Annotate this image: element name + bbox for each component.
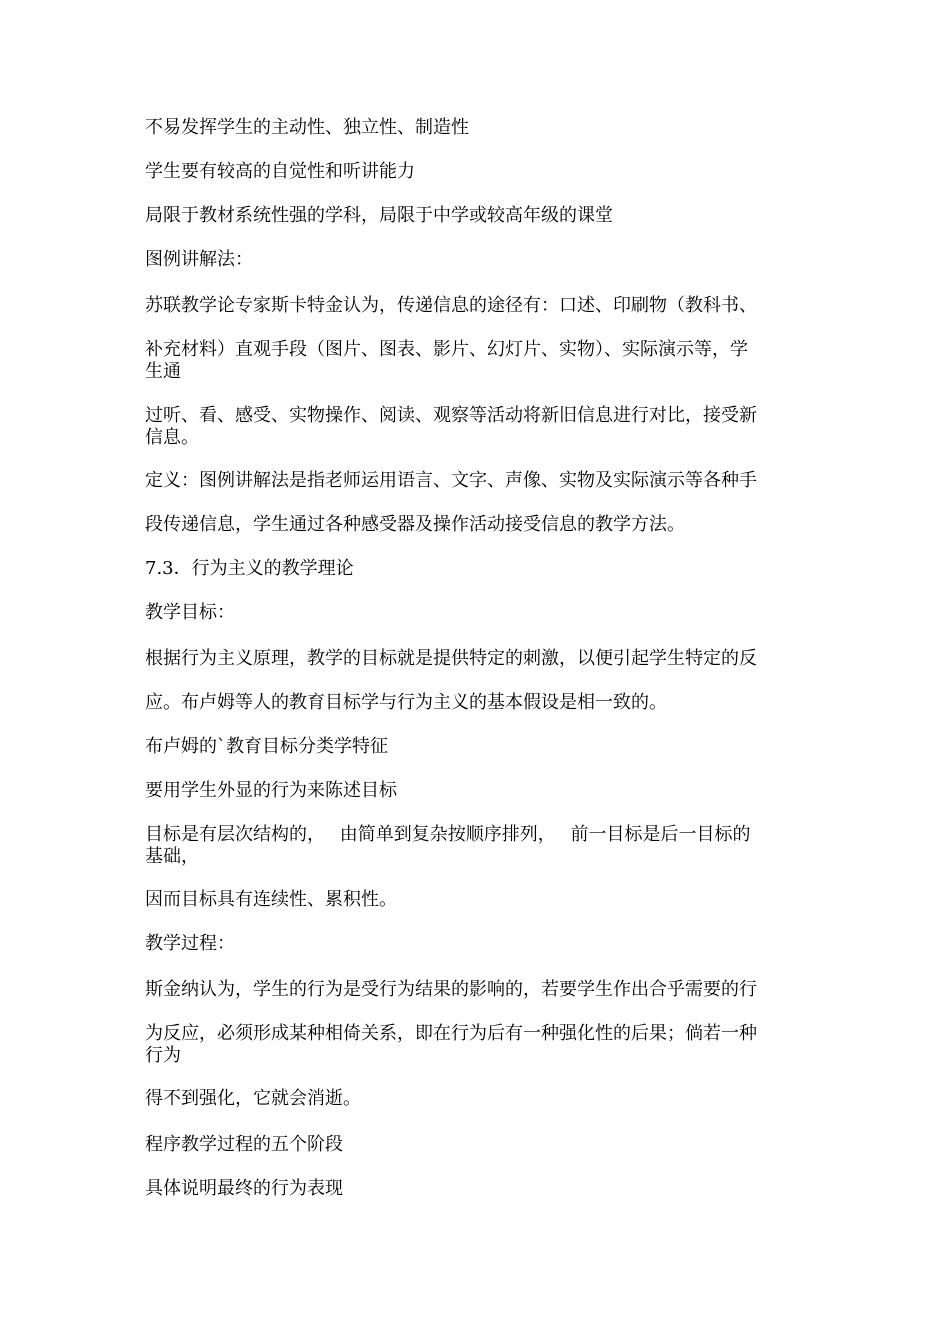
text-line: 斯金纳认为，学生的行为是受行为结果的影响的，若要学生作出合乎需要的行 — [145, 979, 757, 1000]
text-line: 要用学生外显的行为来陈述目标 — [145, 780, 397, 801]
text-line: 目标是有层次结构的， 由简单到复杂按顺序排列， 前一目标是后一目标的 基础， — [145, 824, 751, 867]
text-line: 段传递信息，学生通过各种感受器及操作活动接受信息的教学方法。 — [145, 514, 685, 535]
text-line: 具体说明最终的行为表现 — [145, 1178, 343, 1199]
text-line: 不易发挥学生的主动性、独立性、制造性 — [145, 117, 469, 138]
text-line: 得不到强化，它就会消逝。 — [145, 1088, 361, 1109]
section-heading: 教学过程： — [145, 933, 235, 954]
text-line: 定义：图例讲解法是指老师运用语言、文字、声像、实物及实际演示等各种手 — [145, 470, 757, 491]
text-line: 为反应，必须形成某种相倚关系，即在行为后有一种强化性的后果；倘若一种 行为 — [145, 1023, 757, 1066]
text-line: 程序教学过程的五个阶段 — [145, 1134, 343, 1155]
text-line: 过听、看、感受、实物操作、阅读、观察等活动将新旧信息进行对比，接受新 信息。 — [145, 405, 757, 448]
text-line: 补充材料）直观手段（图片、图表、影片、幻灯片、实物）、实际演示等，学 生通 — [145, 339, 748, 382]
text-line: 局限于教材系统性强的学科，局限于中学或较高年级的课堂 — [145, 205, 613, 226]
text-line: 根据行为主义原理，教学的目标就是提供特定的刺激，以便引起学生特定的反 — [145, 648, 757, 669]
text-line: 学生要有较高的自觉性和听讲能力 — [145, 161, 415, 182]
section-heading: 教学目标： — [145, 602, 235, 623]
section-heading: 图例讲解法： — [145, 249, 253, 270]
text-line: 苏联教学论专家斯卡特金认为，传递信息的途径有：口述、印刷物（教科书、 — [145, 295, 757, 316]
text-line: 布卢姆的`教育目标分类学特征 — [145, 736, 388, 757]
text-line: 因而目标具有连续性、累积性。 — [145, 889, 397, 910]
text-line: 应。布卢姆等人的教育目标学与行为主义的基本假设是相一致的。 — [145, 692, 667, 713]
section-heading: 7.3．行为主义的教学理论 — [145, 558, 354, 579]
